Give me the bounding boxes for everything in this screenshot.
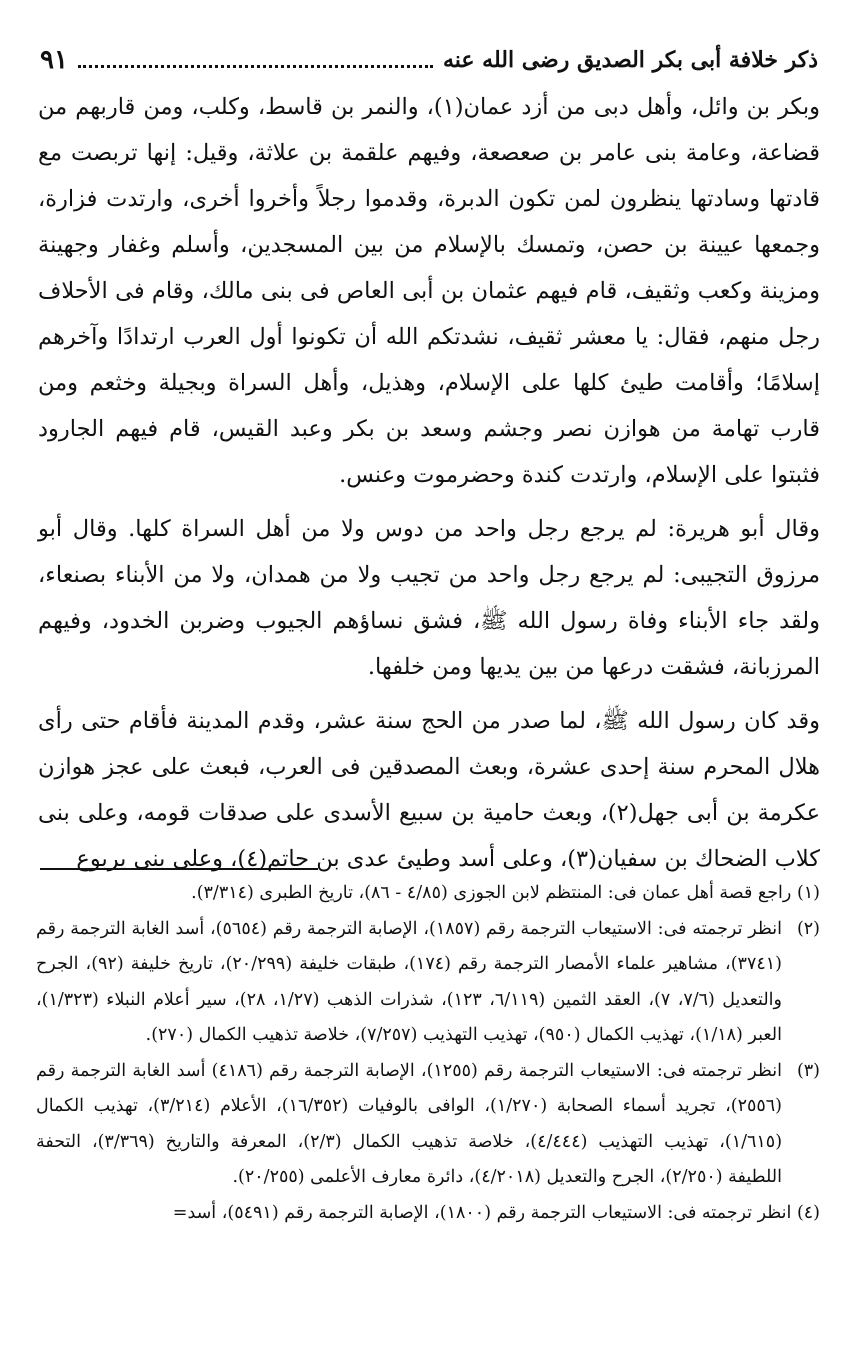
page-number: ٩١ <box>40 45 68 75</box>
paragraph-3: وقد كان رسول الله ﷺ، لما صدر من الحج سنة عشر، وقدم المدينة فأقام حتى رأى هلال المحرم سنة إحدى عشرة، وبعث المصدقين فى العرب، فبعث على عجز هوازن عكرمة بن أبى جهل(٢)، وبعث حامية بن سبيع الأسدى على صدقات قومه، وعلى بنى كلاب الضحاك بن سفيان(٣)، وعلى أسد وطيئ عدى بن حاتم(٤)، وعلى بنى يربوع <box>38 708 820 872</box>
footnote-4 <box>36 1196 820 1232</box>
chapter-title: ذكر خلافة أبى بكر الصديق رضى الله عنه <box>442 47 818 73</box>
footnote-3 <box>36 1054 820 1196</box>
footnote-text: انظر ترجمته فى: الاستيعاب الترجمة رقم (١٨٠٠)، الإصابة الترجمة رقم (٥٤٩١)، أسد= <box>172 1202 792 1223</box>
footnote-text: راجع قصة أهل عمان فى: المنتظم لابن الجوزى (٤/٨٥ - ٨٦)، تاريخ الطبرى (٣/٣١٤). <box>191 883 792 903</box>
paragraph-1: وبكر بن وائل، وأهل دبى من أزد عمان(١)، والنمر بن قاسط، وكلب، ومن قاربهم من قضاعة، وعامة بنى عامر بن صعصعة، وفيهم علقمة بن علاثة، وقيل: إنها تربصت مع قادتها وسادتها ينظرون لمن تكون الدبرة، وقدموا رجلاً وأخروا أخرى، وارتدت فزارة، وجمعها عيينة بن حصن، وتمسك بالإسلام من بين المسجدين، وأسلم وغفار وجهينة ومزينة وكعب وثقيف، قام فيهم عثمان بن أبى العاص فى بنى مالك، وقام فى الأحلاف رجل منهم، فقال: يا معشر ثقيف، نشدتكم الله أن تكونوا أول العرب ارتدادًا وآخرهم إسلامًا؛ وأقامت طيئ كلها على الإسلام، وهذيل، وأهل السراة وبجيلة وخثعم ومن قارب تهامة من هوازن نصر وجشم وسعد بن بكر وعبد القيس، قام فيهم الجارود فثبتوا على الإسلام، وارتدت كندة وحضرموت وعنس. <box>38 94 820 488</box>
footnote-text: انظر ترجمته فى: الاستيعاب الترجمة رقم (١٨٥٧)، الإصابة الترجمة رقم (٥٦٥٤)، أسد الغابة الترجمة رقم (٣٧٤١)، مشاهير علماء الأمصار الترجمة رقم (١٧٤)، طبقات خليفة (٢٠/٢٩٩)، تاريخ خليفة (٩٢)، الجرح والتعديل (٧/٦، ٧)، العقد الثمين (٦/١١٩، ١٢٣)، شذرات الذهب (١/٢٧، ٢٨)، سير أعلام النبلاء (١/٣٢٣)، العبر (١/١٨)، تهذيب الكمال (٩٥٠)، تهذيب التهذيب (٧/٢٥٧)، خلاصة تذهيب الكمال (٢٧٠). <box>36 918 782 1045</box>
footnote-separator <box>40 868 318 870</box>
footnote-number: (٤) <box>796 1202 820 1223</box>
footnote-1 <box>36 876 820 912</box>
running-header <box>40 40 818 80</box>
paragraph-2: وقال أبو هريرة: لم يرجع رجل واحد من دوس ولا من أهل السراة كلها. وقال أبو مرزوق التجيبى: لم يرجع رجل واحد من تجيب ولا من همدان، ولا من الأبناء بصنعاء، ولقد جاء الأبناء وفاة رسول الله ﷺ، فشق نساؤهم الجيوب وضربن الخدود، وفيهم المرزبانة، فشقت درعها من بين يديها ومن خلفها. <box>38 516 820 680</box>
footnote-number: (٣) <box>796 1060 820 1081</box>
footnote-text: انظر ترجمته فى: الاستيعاب الترجمة رقم (١٢٥٥)، الإصابة الترجمة رقم (٤١٨٦) أسد الغابة الترجمة رقم (٢٥٥٦)، تجريد أسماء الصحابة (١/٢٧٠)، الوافى بالوفيات (١٦/٣٥٢)، الأعلام (٣/٢١٤)، تهذيب الكمال (١/٦١٥)، تهذيب التهذيب (٤/٤٤٤)، خلاصة تذهيب الكمال (٢/٣)، المعرفة والتاريخ (٣/٣٦٩)، التحفة اللطيفة (٢/٢٥٠)، الجرح والتعديل (٤/٢٠١٨)، دائرة معارف الأعلمى (٢٠/٢٥٥). <box>36 1060 783 1187</box>
main-text <box>38 84 820 882</box>
footnote-number: (١) <box>796 883 820 903</box>
footnote-number: (٢) <box>796 918 820 939</box>
footnote-2 <box>36 912 820 1054</box>
footnotes <box>36 876 820 1231</box>
leader-dots <box>78 65 433 68</box>
